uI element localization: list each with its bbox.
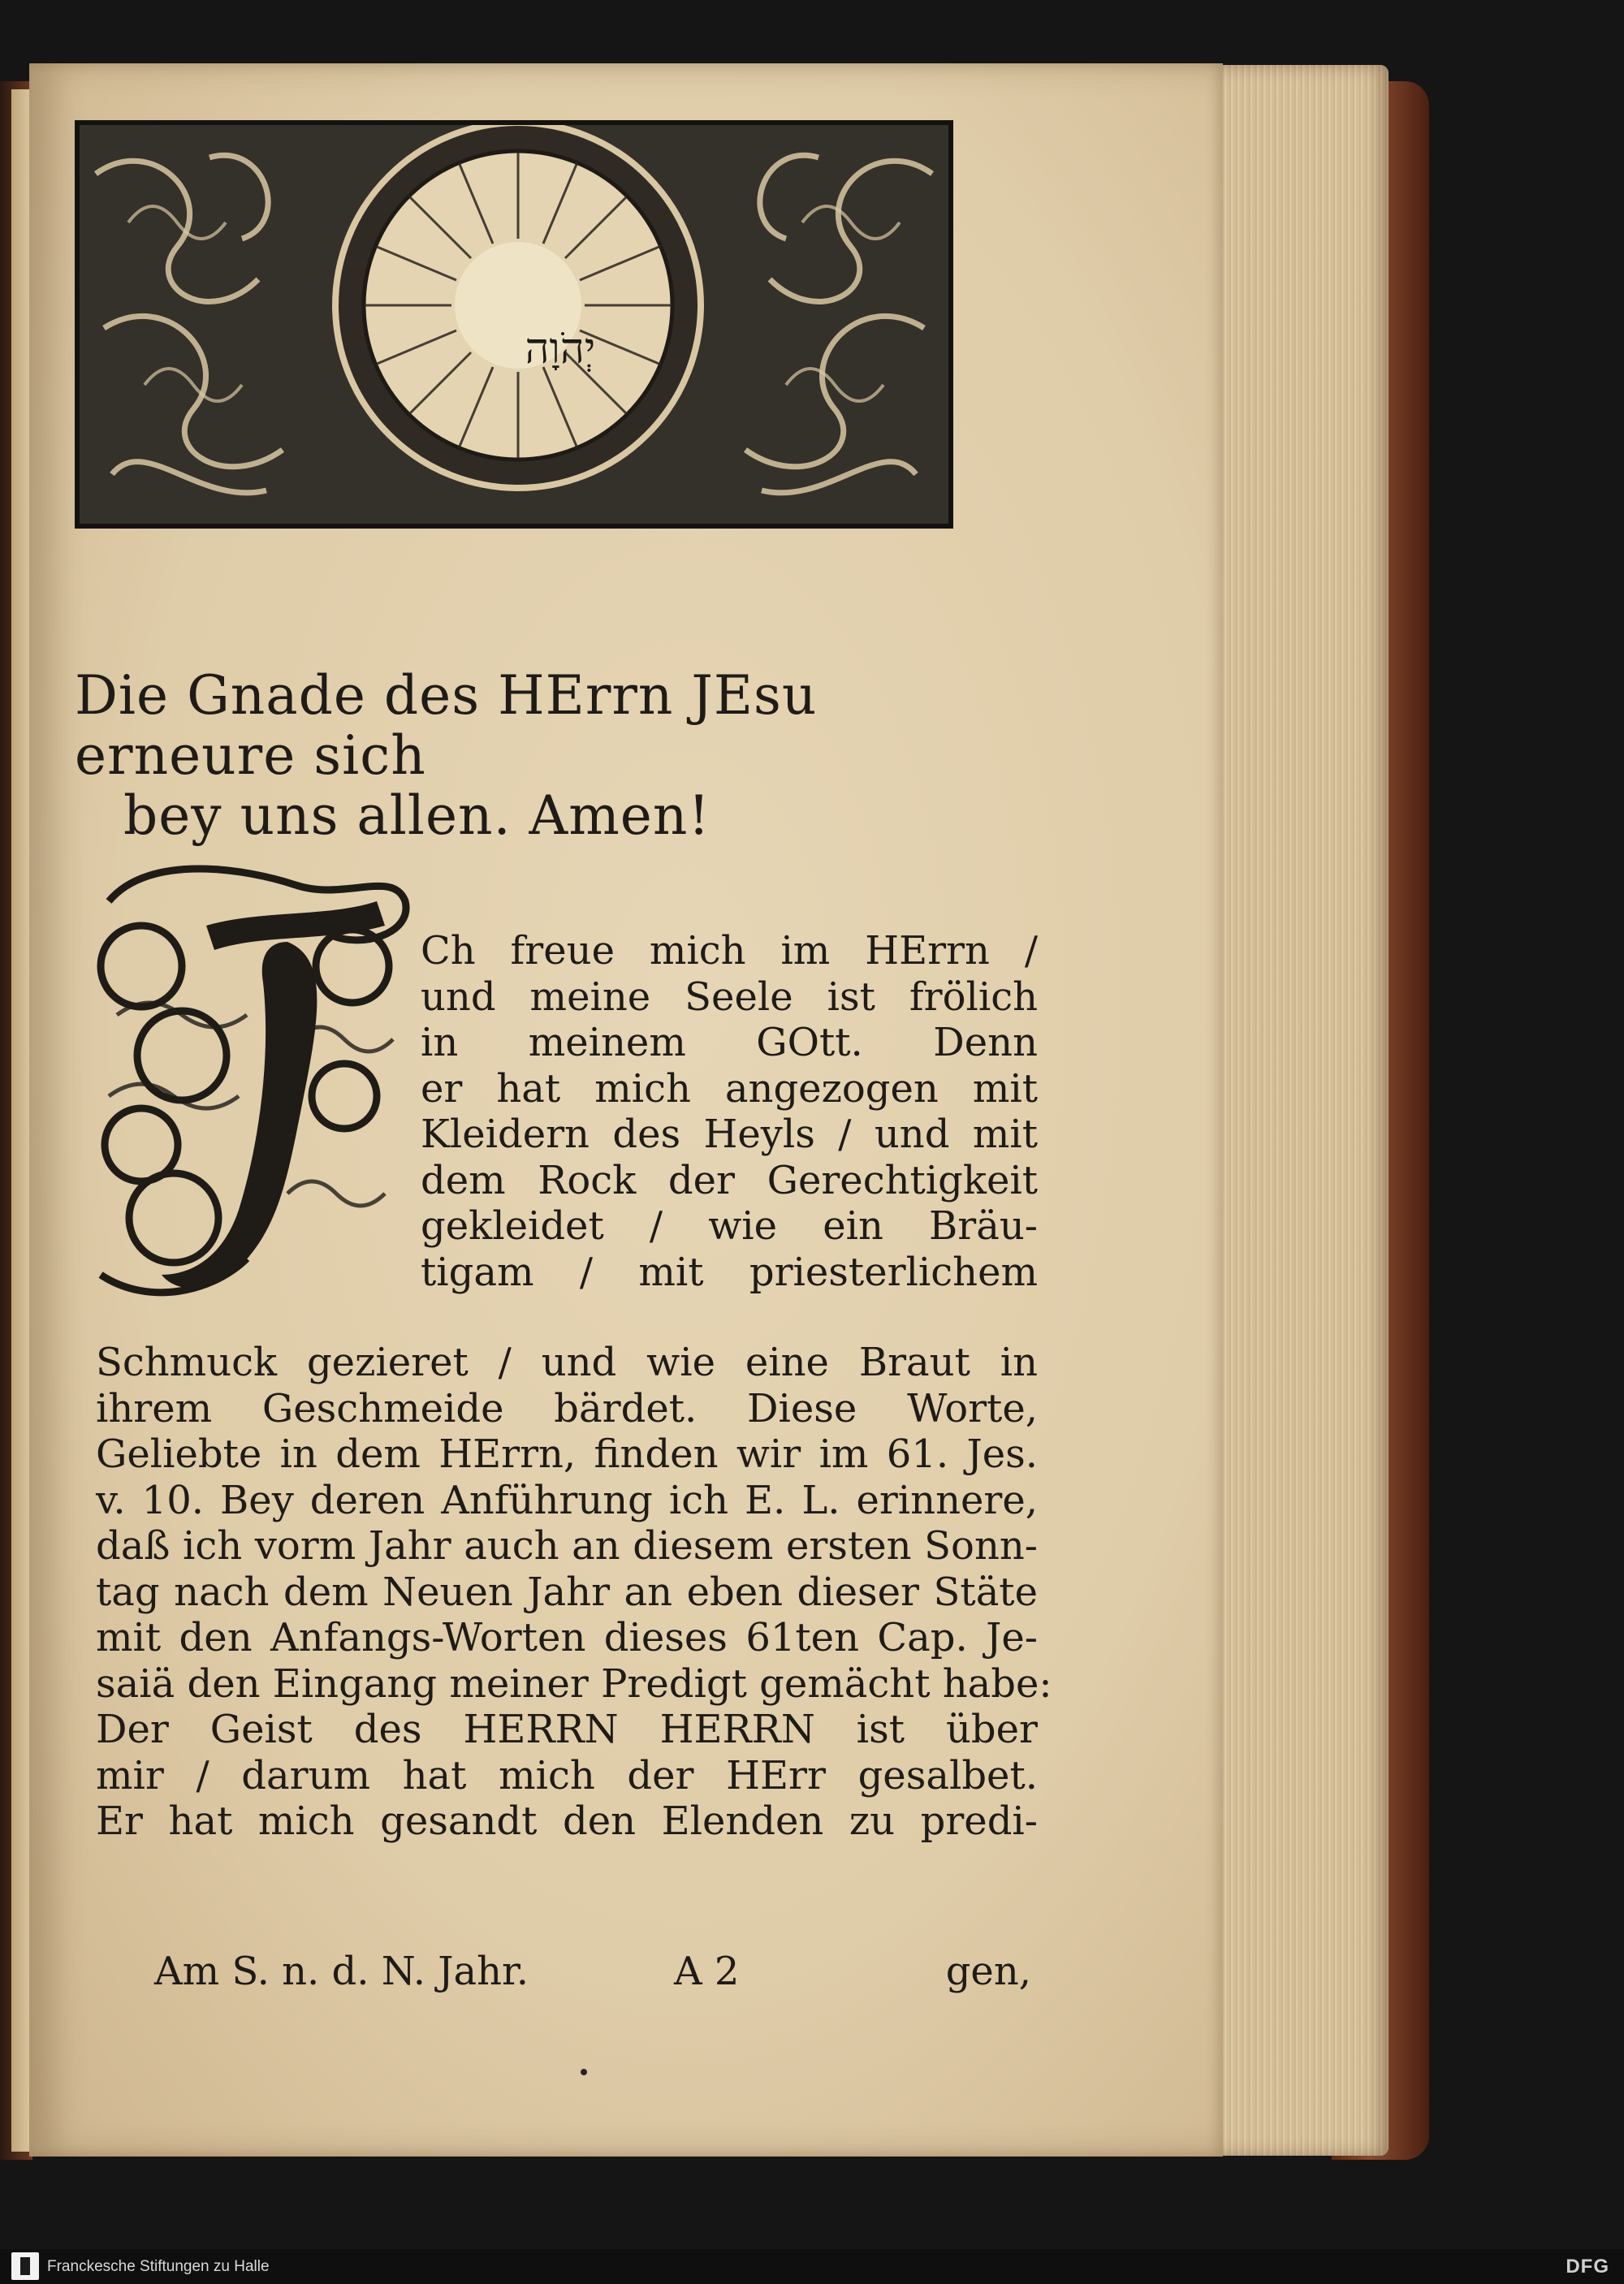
text-line: Ch freue mich im HErrn / xyxy=(421,928,1038,974)
text-line: in meinem GOtt. Denn xyxy=(421,1020,1038,1065)
facing-page-edge xyxy=(11,89,29,2152)
text-line: ihrem Geschmeide bärdet. Diese Worte, xyxy=(96,1385,1038,1431)
divine-name-text: יְהֹוָה xyxy=(525,325,596,373)
initial-flourish-icon xyxy=(84,853,417,1332)
text-line: gekleidet / wie ein Bräu- xyxy=(421,1203,1038,1249)
benediction-line-2: bey uns allen. Amen! xyxy=(123,784,710,847)
dfg-logo: DFG xyxy=(1566,2256,1609,2278)
text-line: tigam / mit priesterlichem xyxy=(421,1249,1038,1295)
text-line: Er hat mich gesandt den Elenden zu predi- xyxy=(96,1798,1038,1844)
body-text-narrow xyxy=(421,928,1038,1295)
text-line: tag nach dem Neuen Jahr an eben dieser Stäte xyxy=(96,1569,1038,1615)
benediction-heading xyxy=(75,666,1025,846)
text-line: daß ich vorm Jahr auch an diesem ersten Sonn- xyxy=(96,1523,1038,1569)
text-line: mir / darum hat mich der HErr gesalbet. xyxy=(96,1752,1038,1798)
page-block-edges xyxy=(1202,65,1389,2156)
body-text-wide xyxy=(96,1340,1052,1845)
text-line: Kleidern des Heyls / und mit xyxy=(421,1112,1038,1157)
viewer-bottom-bar xyxy=(0,2249,1624,2284)
text-line: und meine Seele ist frölich xyxy=(421,974,1038,1020)
text-line: v. 10. Bey deren Anführung ich E. L. erinnere, xyxy=(96,1477,1038,1523)
text-line: Der Geist des HERRN HERRN ist über xyxy=(96,1707,1038,1752)
catchword: gen, xyxy=(945,1949,1031,1994)
text-line: Geliebte in dem HErrn, finden wir im 61. Jes. xyxy=(96,1431,1038,1477)
benediction-line-1: Die Gnade des HErrn JEsu erneure sich xyxy=(75,664,818,787)
text-line: dem Rock der Gerechtigkeit xyxy=(421,1157,1038,1203)
ink-dot xyxy=(581,2069,587,2075)
text-line: saiä den Eingang meiner Predigt gemächt habe: xyxy=(96,1660,1052,1707)
library-name: Franckesche Stiftungen zu Halle xyxy=(47,2258,270,2275)
text-line: mit den Anfangs-Worten dieses 61ten Cap. Je- xyxy=(96,1615,1038,1660)
decorated-initial xyxy=(84,853,417,1332)
text-line: er hat mich angezogen mit xyxy=(421,1065,1038,1112)
library-logo-icon xyxy=(11,2252,39,2280)
running-title: Am S. n. d. N. Jahr. xyxy=(154,1949,529,1994)
signature-mark: A 2 xyxy=(674,1949,740,1994)
text-line: Schmuck gezieret / und wie eine Braut in xyxy=(96,1340,1038,1385)
